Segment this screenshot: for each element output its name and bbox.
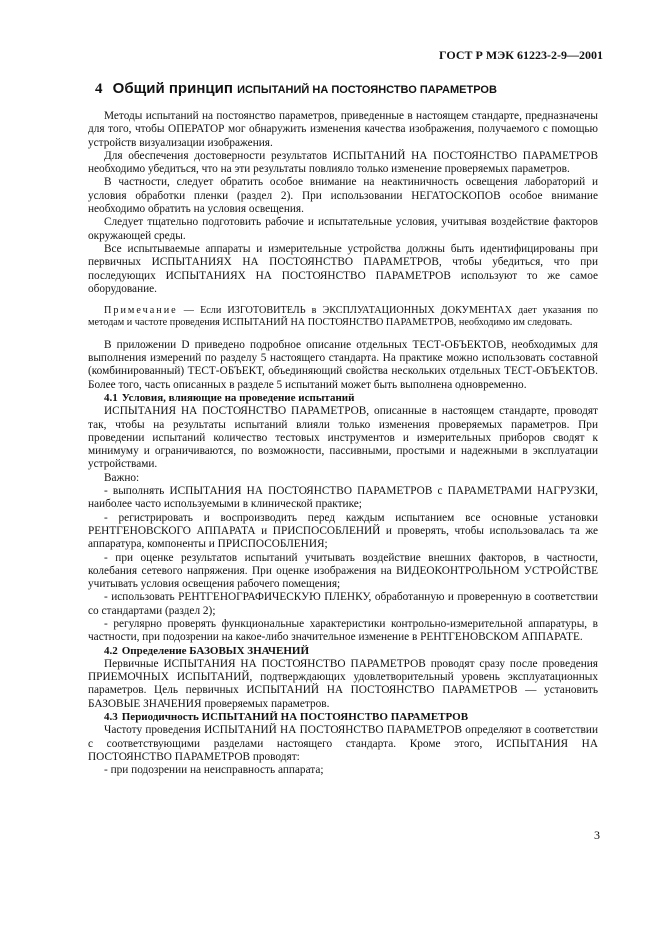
list-item: - при подозрении на неисправность аппарата; <box>104 764 324 777</box>
section-number: 4 <box>95 81 103 97</box>
subsection-number: 4.2 <box>104 644 118 657</box>
list-item: - регистрировать и воспроизводить перед каждым испытанием все основные установки РЕНТГЕНОВСКОГО АППАРАТА и ПРИСПОСОБЛЕНИЙ и проверять, чтобы использовалась та же аппаратура, компоненты и ПРИСПОСОБЛЕНИЯ; <box>88 511 598 551</box>
paragraph: В частности, следует обратить особое внимание на неактиничность освещения лабораторий и условия обработки пленки (раздел 2). При использовании НЕГАТОСКОПОВ особое внимание необходимо обратить на условия освещения. <box>88 176 598 216</box>
section-title <box>95 80 598 99</box>
list-item: - регулярно проверять функциональные характеристики контрольно-измерительной аппаратуры, в частности, при подозрении на какое-либо значительное изменение в РЕНТГЕНОВСКОМ АППАРАТЕ. <box>88 617 598 644</box>
requirements-list <box>88 485 598 645</box>
section-title-caps: ИСПЫТАНИЙ НА ПОСТОЯНСТВО ПАРАМЕТРОВ <box>237 84 497 96</box>
standard-header: ГОСТ Р МЭК 61223-2-9—2001 <box>439 48 603 62</box>
paragraph: В приложении D приведено подробное описание отдельных ТЕСТ-ОБЪЕКТОВ, необходимых для выполнения измерений по разделу 5 настоящего стандарта. На практике можно использовать составной (комбинированный) ТЕСТ-ОБЪЕКТ, объединяющий свойства нескольких отдельных ТЕСТ-ОБЪЕКТОВ. Более того, часть описанных в разделе 5 испытаний может быть выполнена одновременно. <box>88 338 598 391</box>
subsection-title: Условия, влияющие на проведение испытаний <box>121 391 355 404</box>
paragraph: Важно: <box>104 471 140 484</box>
paragraph: ИСПЫТАНИЯ НА ПОСТОЯНСТВО ПАРАМЕТРОВ, описанные в настоящем стандарте, проводят так, чтобы на результаты испытаний влияли только изменения проверяемых параметров. При проведении испытаний количество тестовых инструментов и измерительных приборов сводят к минимуму и ограничиваются, по возможности, пассивными, простыми и надежными в эксплуатации устройствами. <box>88 405 598 471</box>
list-item: - использовать РЕНТГЕНОГРАФИЧЕСКУЮ ПЛЕНКУ, обработанную и проверенную в соответствии со стандартами (раздел 2); <box>88 591 598 617</box>
note <box>88 305 598 330</box>
subsection-number: 4.3 <box>104 711 118 724</box>
list-item: - выполнять ИСПЫТАНИЯ НА ПОСТОЯНСТВО ПАРАМЕТРОВ с ПАРАМЕТРАМИ НАГРУЗКИ, наиболее часто используемыми в клинической практике; <box>88 485 598 511</box>
conditions-list <box>88 764 598 777</box>
subsection-heading <box>104 645 598 658</box>
paragraph: Все испытываемые аппараты и измерительные устройства должны быть идентифицированы при первичных ИСПЫТАНИЯХ НА ПОСТОЯНСТВО ПАРАМЕТРОВ, чтобы убедиться, что при последующих ИСПЫТАНИЯХ НА ПОСТОЯНСТВО ПАРАМЕТРОВ используют то же самое оборудование. <box>88 242 598 295</box>
paragraph: Следует тщательно подготовить рабочие и испытательные условия, учитывая воздействие факторов окружающей среды. <box>88 216 598 242</box>
note-label: Примечание <box>104 305 178 317</box>
paragraph: Для обеспечения достоверности результатов ИСПЫТАНИЙ НА ПОСТОЯНСТВО ПАРАМЕТРОВ необходимо убедиться, что на эти результаты повлияло только изменение проверяемых параметров. <box>88 149 598 176</box>
paragraph: Частоту проведения ИСПЫТАНИЙ НА ПОСТОЯНСТВО ПАРАМЕТРОВ определяют в соответствии с соответствующими разделами настоящего стандарта. Кроме этого, ИСПЫТАНИЯ НА ПОСТОЯНСТВО ПАРАМЕТРОВ проводят: <box>88 724 598 763</box>
note-text: — Если ИЗГОТОВИТЕЛЬ в ЭКСПЛУАТАЦИОННЫХ ДОКУМЕНТАХ дает указания по методам и частоте проведения ИСПЫТАНИЙ НА ПОСТОЯНСТВО ПАРАМЕТРОВ, необходимо им следовать. <box>88 305 598 329</box>
list-item: - при оценке результатов испытаний учитывать воздействие внешних факторов, в частности, колебания сетевого напряжения. При оценке изображения на ВИДЕОКОНТРОЛЬНОМ УСТРОЙСТВЕ учитывать условия освещения рабочего помещения; <box>88 551 598 591</box>
subsection-title: Периодичность ИСПЫТАНИЙ НА ПОСТОЯНСТВО ПАРАМЕТРОВ <box>121 711 469 724</box>
subsection-number: 4.1 <box>104 391 118 404</box>
subsection-heading <box>104 711 598 724</box>
section-title-prefix: Общий принцип <box>112 80 233 97</box>
page-content <box>88 80 598 778</box>
page-number: 3 <box>594 828 600 842</box>
paragraph: Первичные ИСПЫТАНИЯ НА ПОСТОЯНСТВО ПАРАМЕТРОВ проводят сразу после проведения ПРИЕМОЧНЫХ ИСПЫТАНИЙ, подтверждающих удовлетворительный уровень эксплуатационных параметров. Цель первичных ИСПЫТАНИЙ НА ПОСТОЯНСТВО ПАРАМЕТРОВ — установить БАЗОВЫЕ ЗНАЧЕНИЯ проверяемых параметров. <box>88 657 598 710</box>
subsection-title: Определение БАЗОВЫХ ЗНАЧЕНИЙ <box>121 644 310 657</box>
paragraph: Методы испытаний на постоянство параметров, приведенные в настоящем стандарте, предназначены для того, чтобы ОПЕРАТОР мог обнаружить изменения качества изображения, получаемого с помощью устройств визуализации изображения. <box>88 110 598 149</box>
subsection-heading <box>104 392 598 405</box>
